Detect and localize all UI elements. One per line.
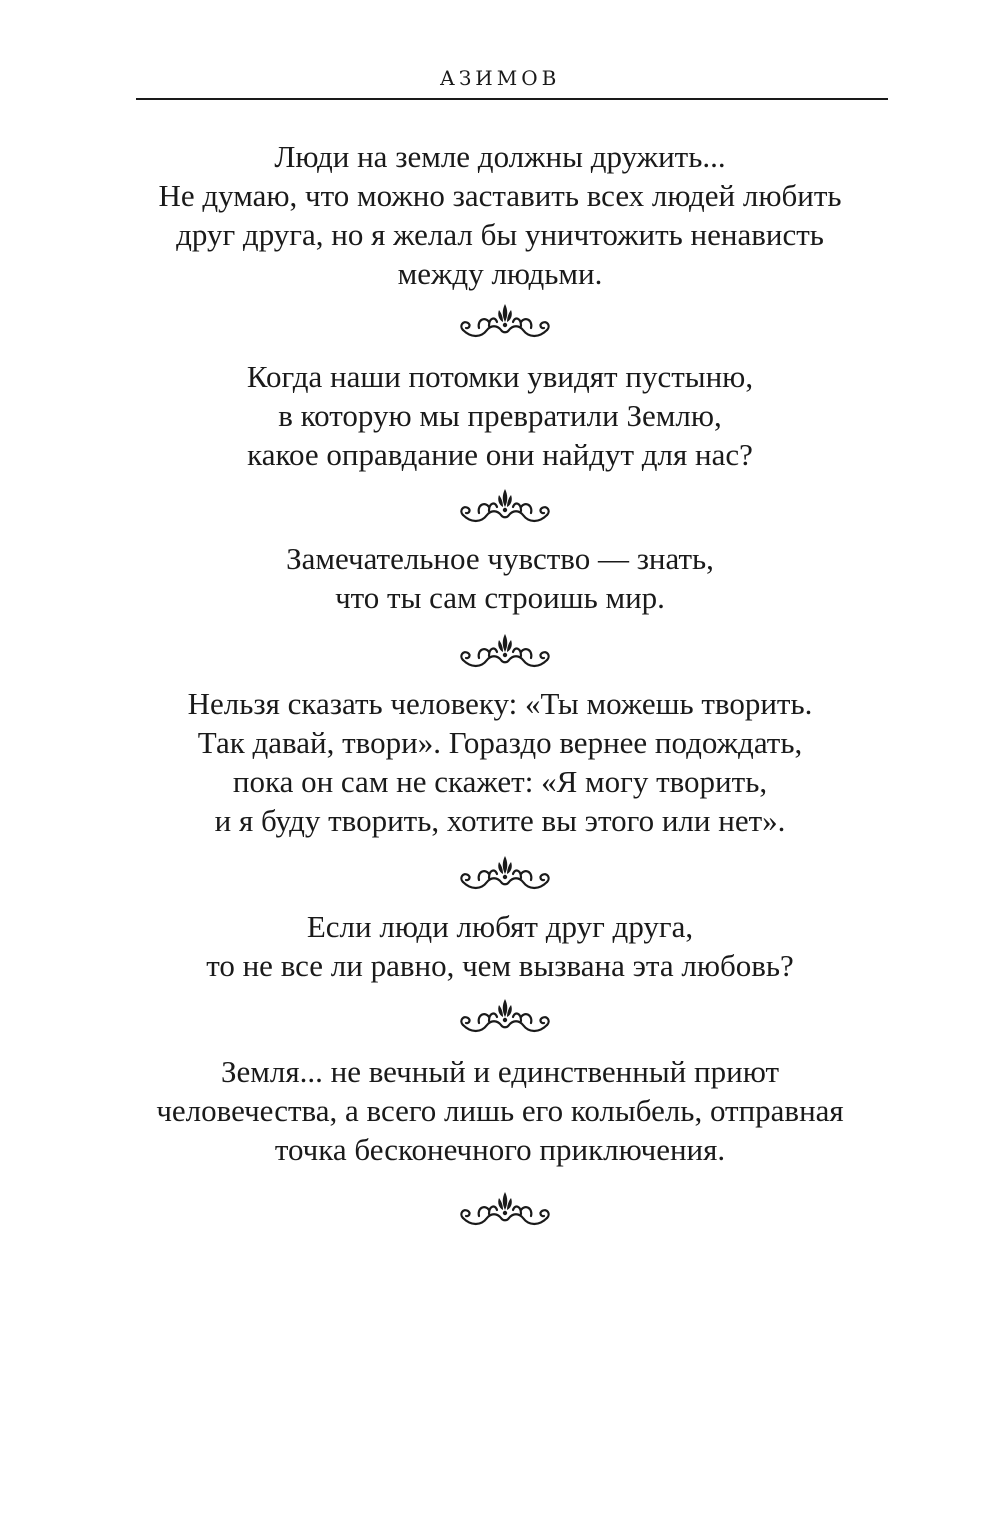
- fleuron-divider-icon: [455, 485, 555, 525]
- quote-line: то не все ли равно, чем вызвана эта любовь?: [206, 948, 794, 983]
- quote-line: и я буду творить, хотите вы этого или нет».: [214, 803, 786, 838]
- quote-line: какое оправдание они найдут для нас?: [247, 437, 753, 472]
- quote-line: между людьми.: [397, 256, 603, 291]
- quote-line: точка бесконечного приключения.: [274, 1132, 726, 1167]
- quote-line: Если люди любят друг друга,: [306, 909, 694, 944]
- running-header: АЗИМОВ: [439, 66, 561, 90]
- quote-3: [0, 539, 1000, 617]
- quote-2: [0, 357, 1000, 474]
- fleuron-divider-icon: [455, 630, 555, 670]
- header-rule: [136, 98, 888, 100]
- quote-line: Не думаю, что можно заставить всех людей любить: [158, 178, 842, 213]
- quote-line: в которую мы превратили Землю,: [278, 398, 722, 433]
- quote-line: Замечательное чувство — знать,: [286, 541, 714, 576]
- quote-4: [0, 684, 1000, 840]
- quote-line: Люди на земле должны дружить...: [274, 139, 726, 174]
- quote-line: друг друга, но я желал бы уничтожить ненависть: [176, 217, 824, 252]
- quote-line: Так давай, твори». Гораздо вернее подождать,: [197, 725, 803, 760]
- quote-line: человечества, а всего лишь его колыбель, отправная: [156, 1093, 844, 1128]
- fleuron-divider-icon: [455, 852, 555, 892]
- quote-5: [0, 907, 1000, 985]
- quote-line: что ты сам строишь мир.: [335, 580, 665, 615]
- quote-1: [0, 137, 1000, 293]
- fleuron-divider-icon: [455, 300, 555, 340]
- quote-line: Когда наши потомки увидят пустыню,: [246, 359, 754, 394]
- fleuron-divider-icon: [455, 1188, 555, 1228]
- quote-6: [0, 1052, 1000, 1169]
- quote-line: Земля... не вечный и единственный приют: [220, 1054, 779, 1089]
- fleuron-divider-icon: [455, 995, 555, 1035]
- quote-line: Нельзя сказать человеку: «Ты можешь творить.: [187, 686, 813, 721]
- quote-line: пока он сам не скажет: «Я могу творить,: [232, 764, 768, 799]
